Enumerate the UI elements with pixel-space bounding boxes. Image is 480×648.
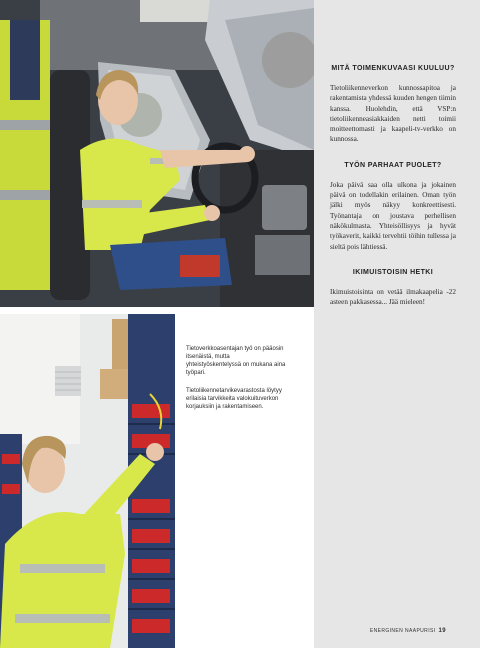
page-number: 19 [438,628,446,634]
answer-best-parts: Joka päivä saa olla ulkona ja jokainen päivä on todellakin erilainen. Oman työn jälki myös näkyy konkreettisesti. Työnantaja on joustava perhellisen näkökulmasta. Yhteisöllisyys ja hyvät työkaverit, kaikki tervehtii töihin tullessa ja sieltä pois lähtiessä. [330,180,456,251]
question-heading-memorable: IKIMUISTOISIN HETKI [352,268,434,276]
caption-warehouse-2: Tietoliikennetarvikevarastosta löytyy erilaisia tarvikkeita valokuituverkon korjauksiin ja rakentamiseen. [186,388,282,410]
page-footer [370,628,446,634]
interview-qa [330,64,456,323]
interview-sidebar [314,0,480,648]
photo-technician-in-warehouse [0,314,175,648]
question-heading-role: MITÄ TOIMENKUVAASI KUULUU? [331,65,455,72]
caption-warehouse-1: Tietoverkkoasentajan työ on pääosin itsenäistä, mutta yhteistyöskentelyssä on mukana aina työpari. [186,346,286,376]
photo-technician-in-van [0,0,314,307]
question-heading-best-parts: TYÖN PARHAAT PUOLET? [344,161,442,169]
answer-memorable: Ikimuistoisinta on vetää ilmakaapelia -22 asteen pakkasessa... Jää mieleen! [330,287,456,307]
answer-role: Tietoliikenneverkon kunnossapitoa ja rakentamista yhdessä kuuden hengen tiimin kanssa. Huolehdin, että VSP:n tietoliikenneasiakkaiden netti toimii moitteettomasti ja kaapeli-tv-verkko on kunnossa. [330,84,456,144]
photo-captions [186,345,286,421]
publication-name: ENERGINEN NAAPURISI [369,628,436,634]
